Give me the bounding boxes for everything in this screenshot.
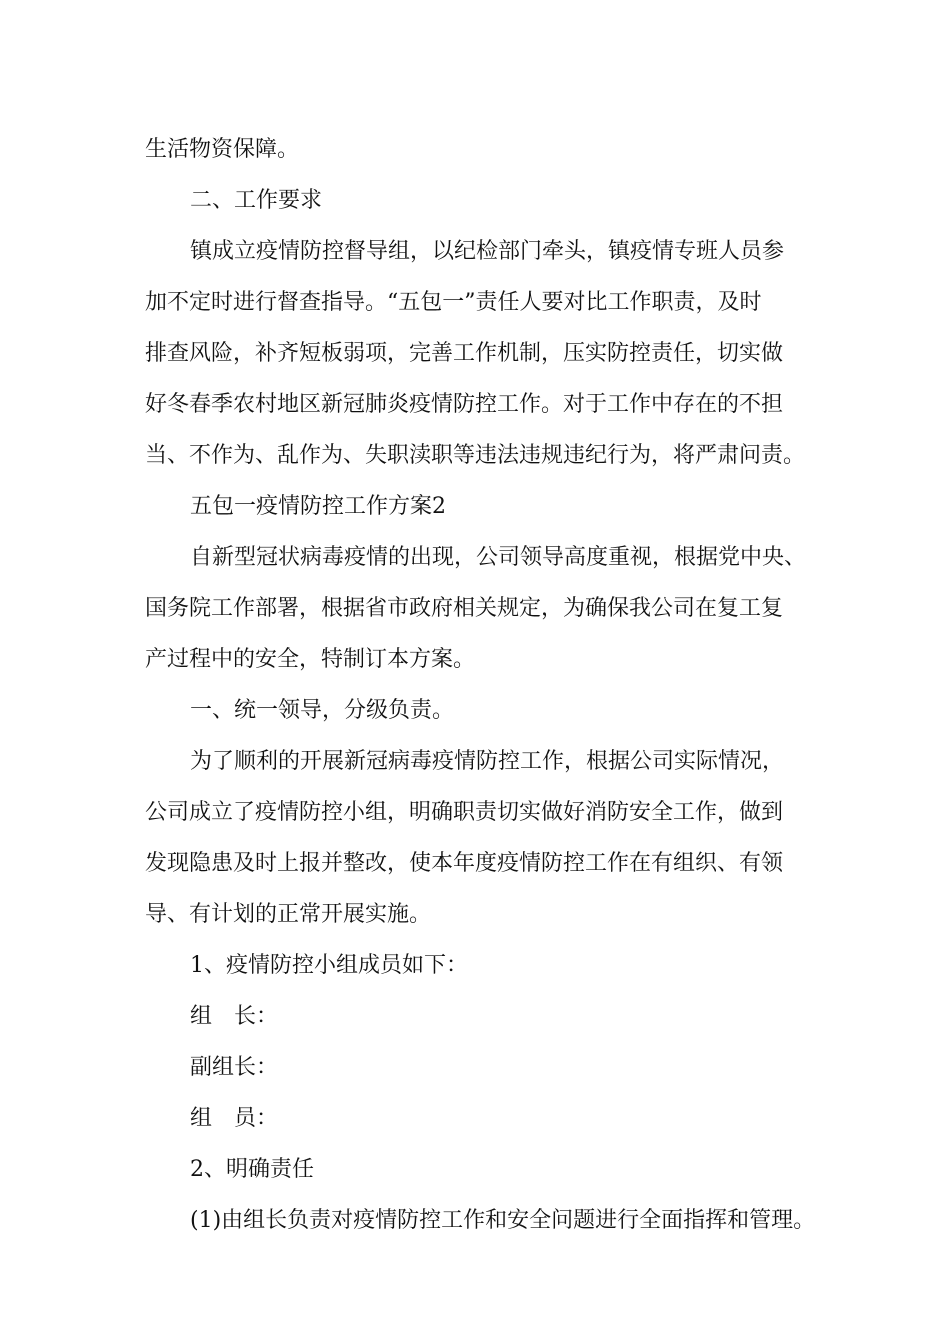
text-line: 自新型冠状病毒疫情的出现，公司领导高度重视，根据党中央、 — [190, 545, 807, 570]
list-heading: 2、明确责任 — [190, 1157, 314, 1182]
list-heading: 1、疫情防控小组成员如下： — [190, 953, 468, 978]
text-line: 排查风险，补齐短板弱项，完善工作机制，压实防控责任，切实做 — [145, 341, 784, 366]
member-field-members: 组 员： — [190, 1106, 279, 1131]
text-line: 公司成立了疫情防控小组，明确职责切实做好消防安全工作，做到 — [145, 800, 784, 825]
text-line: 发现隐患及时上报并整改，使本年度疫情防控工作在有组织、有领 — [145, 851, 784, 876]
text-line: 生活物资保障。 — [145, 137, 300, 162]
section-heading: 一、统一领导，分级负责。 — [190, 698, 455, 723]
text-line: 加不定时进行督查指导。“五包一”责任人要对比工作职责，及时 — [145, 290, 762, 315]
text-line: 产过程中的安全，特制订本方案。 — [145, 647, 476, 672]
text-line: 当、不作为、乱作为、失职渎职等违法违规违纪行为，将严肃问责。 — [145, 443, 806, 468]
member-field-deputy-leader: 副组长： — [190, 1055, 279, 1080]
text-line: 国务院工作部署，根据省市政府相关规定，为确保我公司在复工复 — [145, 596, 784, 621]
member-field-leader: 组 长： — [190, 1004, 279, 1029]
section-heading: 二、工作要求 — [190, 188, 323, 213]
text-line: (1)由组长负责对疫情防控工作和安全问题进行全面指挥和管理。 — [190, 1208, 816, 1233]
text-line: 好冬春季农村地区新冠肺炎疫情防控工作。对于工作中存在的不担 — [145, 392, 784, 417]
text-line: 镇成立疫情防控督导组，以纪检部门牵头，镇疫情专班人员参 — [190, 239, 785, 264]
text-line: 为了顺利的开展新冠病毒疫情防控工作，根据公司实际情况， — [190, 749, 785, 774]
text-line: 导、有计划的正常开展实施。 — [145, 902, 432, 927]
document-subtitle: 五包一疫情防控工作方案2 — [190, 494, 446, 519]
